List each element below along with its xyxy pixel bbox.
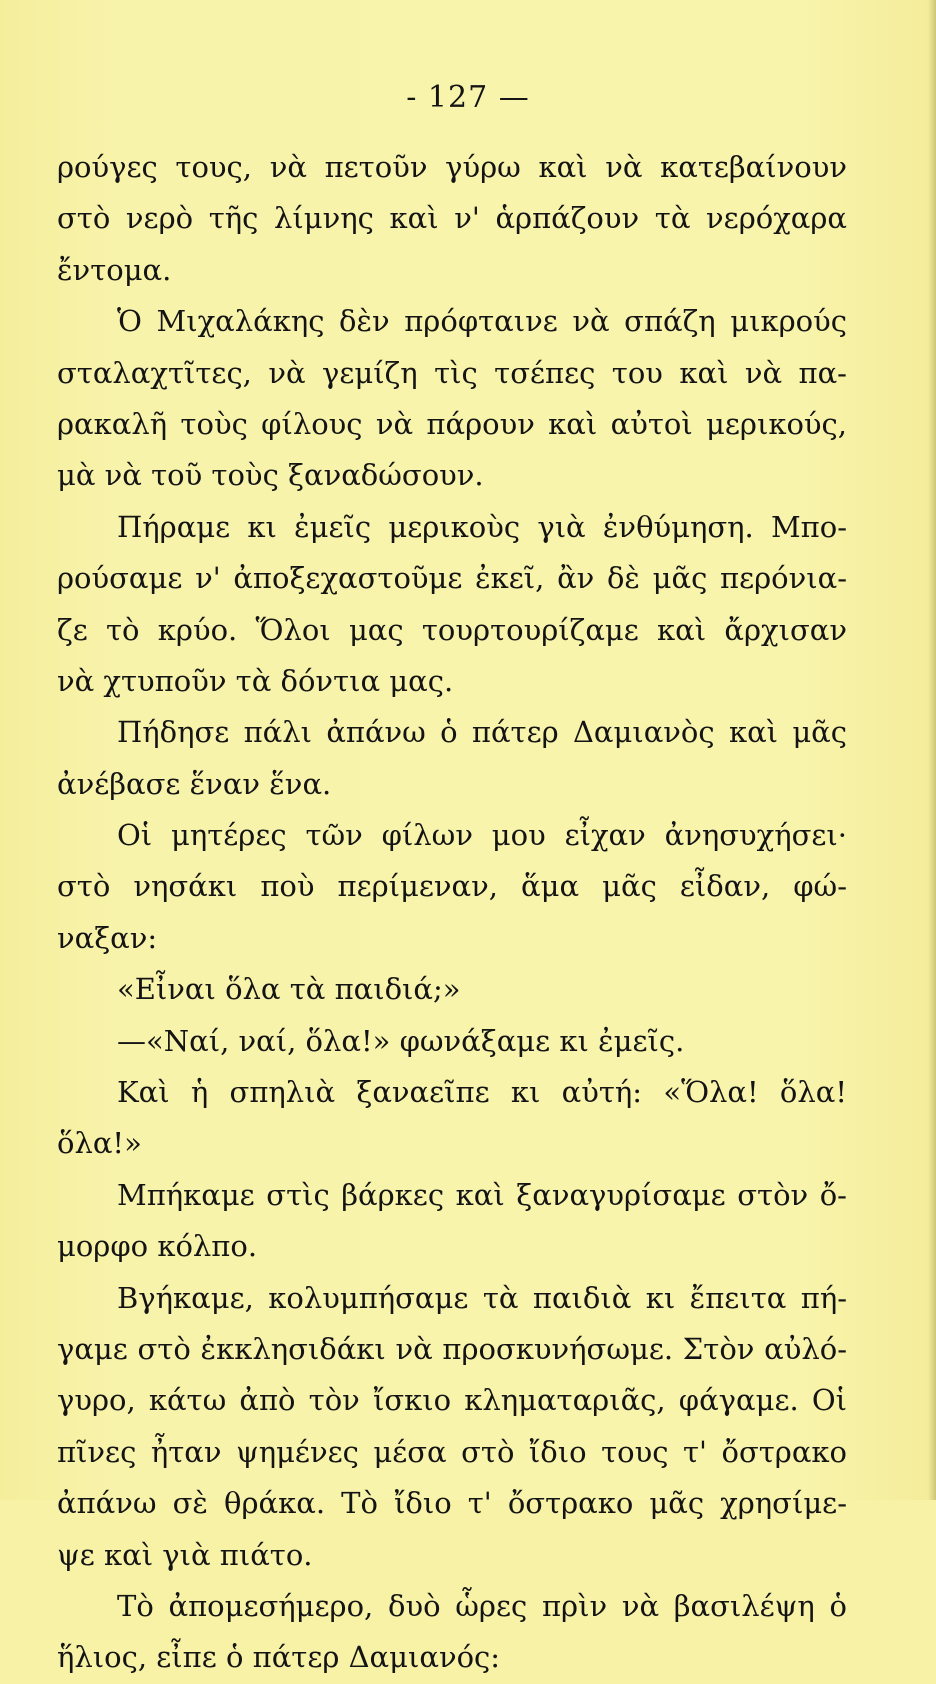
text-line: στὸ νερὸ τῆς λίμνης καὶ ν' ἁρπάζουν τὰ νερόχαρα <box>57 201 847 236</box>
text-line: Τὸ ἀπομεσήμερο, δυὸ ὧρες πρὶν νὰ βασιλέψη ὁ <box>117 1588 847 1623</box>
text-line: Οἱ μητέρες τῶν φίλων μου εἶχαν ἀνησυχήσει· <box>117 818 847 853</box>
text-line: γυρο, κάτω ἀπὸ τὸν ἴσκιο κληματαριᾶς, φάγαμε. Οἱ <box>57 1383 847 1418</box>
text-line: —«Ναί, ναί, ὅλα!» φωνάξαμε κι ἐμεῖς. <box>117 1023 685 1058</box>
body-text <box>57 142 847 1684</box>
text-line: ἥλιος, εἶπε ὁ πάτερ Δαμιανός: <box>57 1640 501 1675</box>
text-line: ἀνέβασε ἕναν ἕνα. <box>57 766 332 801</box>
text-line: Καὶ ἡ σπηλιὰ ξαναεῖπε κι αὐτή: «Ὅλα! ὅλα! <box>117 1075 847 1110</box>
text-line: ζε τὸ κρύο. Ὅλοι μας τουρτουρίζαμε καὶ ἄρχισαν <box>57 612 847 647</box>
text-line: ἔντομα. <box>57 252 172 287</box>
text-line: ψε καὶ γιὰ πιάτο. <box>57 1537 313 1572</box>
text-line: Βγήκαμε, κολυμπήσαμε τὰ παιδιὰ κι ἔπειτα πή- <box>117 1280 847 1315</box>
page-number: - 127 — <box>406 80 530 115</box>
text-line: ρούσαμε ν' ἀποξεχαστοῦμε ἐκεῖ, ἂν δὲ μᾶς περόνια- <box>57 561 847 596</box>
text-line: ρακαλῆ τοὺς φίλους νὰ πάρουν καὶ αὐτοὶ μερικούς, <box>57 406 847 441</box>
text-line: Μπήκαμε στὶς βάρκες καὶ ξαναγυρίσαμε στὸν ὄ- <box>117 1177 847 1212</box>
text-line: πῖνες ἦταν ψημένες μέσα στὸ ἴδιο τους τ' ὄστρακο <box>57 1434 847 1469</box>
text-line: ρούγες τους, νὰ πετοῦν γύρω καὶ νὰ κατεβαίνουν <box>57 150 847 184</box>
text-line: μὰ νὰ τοῦ τοὺς ξαναδώσουν. <box>57 458 484 493</box>
text-line: στὸ νησάκι ποὺ περίμεναν, ἅμα μᾶς εἶδαν, φώ- <box>57 869 847 904</box>
text-line: μορφο κόλπο. <box>57 1229 258 1264</box>
text-line: σταλαχτῖτες, νὰ γεμίζη τὶς τσέπες του καὶ νὰ πα- <box>57 355 847 390</box>
text-line: νὰ χτυποῦν τὰ δόντια μας. <box>57 663 454 698</box>
page-edge-shadow <box>928 0 936 1500</box>
text-line: Ὁ Μιχαλάκης δὲν πρόφταινε νὰ σπάζη μικρούς <box>117 304 847 339</box>
text-line: «Εἶναι ὅλα τὰ παιδιά;» <box>117 972 461 1007</box>
text-line: Πήδησε πάλι ἀπάνω ὁ πάτερ Δαμιανὸς καὶ μᾶς <box>117 715 847 750</box>
text-line: ναξαν: <box>57 920 158 955</box>
text-line: Πήραμε κι ἐμεῖς μερικοὺς γιὰ ἐνθύμηση. Μπο- <box>117 509 847 544</box>
text-line: ἀπάνω σὲ θράκα. Τὸ ἴδιο τ' ὄστρακο μᾶς χρησίμε- <box>57 1486 847 1521</box>
text-line: ὅλα!» <box>57 1126 142 1161</box>
text-line: γαμε στὸ ἐκκλησιδάκι νὰ προσκυνήσωμε. Στὸν αὐλό- <box>57 1331 847 1366</box>
